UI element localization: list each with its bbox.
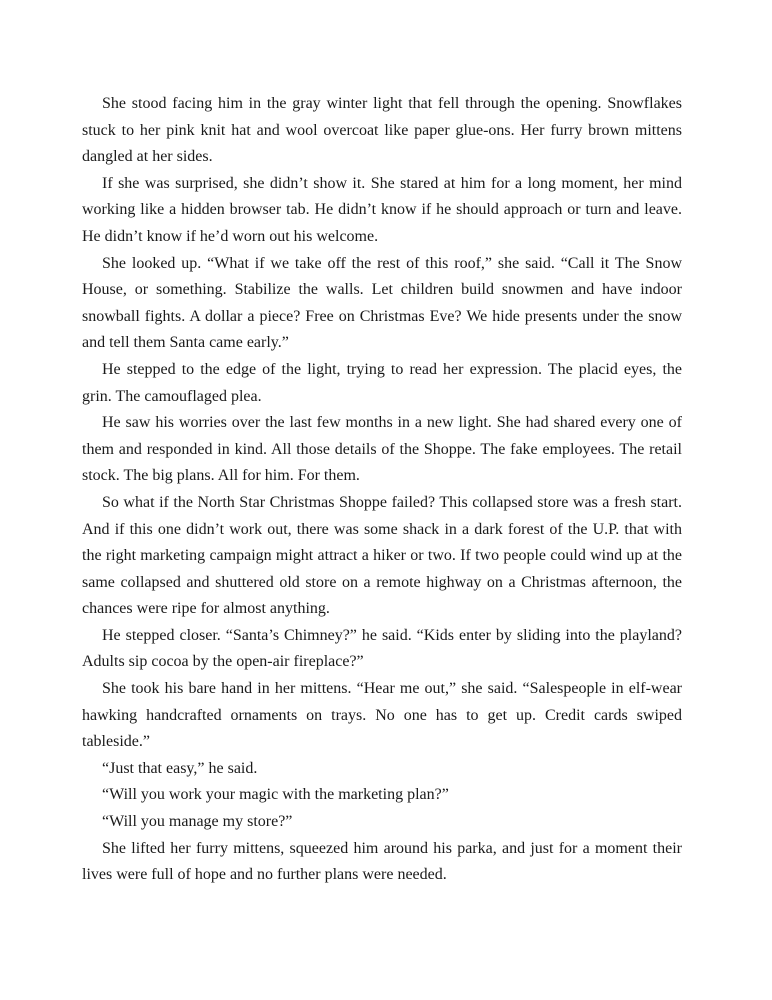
paragraph-7: He stepped closer. “Santa’s Chimney?” he said. “Kids enter by sliding into the playland? Adults sip cocoa by the open-air fireplace?” <box>82 626 682 671</box>
paragraph-5: He saw his worries over the last few months in a new light. She had shared every one of them and responded in kind. All those details of the Shoppe. The fake employees. The retail stock. The big plans. All for him. For them. <box>82 414 682 485</box>
paragraph-11: “Will you manage my store?” <box>102 813 293 831</box>
paragraph-10: “Will you work your magic with the marketing plan?” <box>102 786 449 804</box>
paragraph-4: He stepped to the edge of the light, trying to read her expression. The placid eyes, the grin. The camouflaged plea. <box>82 360 682 405</box>
paragraph-2: If she was surprised, she didn’t show it. She stared at him for a long moment, her mind working like a hidden browser tab. He didn’t know if he should approach or turn and leave. He didn’t know if he’d worn out his welcome. <box>82 174 682 245</box>
document-page <box>82 91 682 889</box>
paragraph-9: “Just that easy,” he said. <box>102 759 258 777</box>
paragraph-3: She looked up. “What if we take off the rest of this roof,” she said. “Call it The Snow House, or something. Stabilize the walls. Let children build snowmen and have indoor snowball fights. A dollar a piece? Free on Christmas Eve? We hide presents under the snow and tell them Santa came early.” <box>82 254 682 352</box>
paragraph-1: She stood facing him in the gray winter light that fell through the opening. Snowflakes stuck to her pink knit hat and wool overcoat like paper glue-ons. Her furry brown mittens dangled at her sides. <box>82 95 682 166</box>
paragraph-12: She lifted her furry mittens, squeezed him around his parka, and just for a moment their lives were full of hope and no further plans were needed. <box>82 839 682 884</box>
paragraph-8: She took his bare hand in her mittens. “Hear me out,” she said. “Salespeople in elf-wear hawking handcrafted ornaments on trays. No one has to get up. Credit cards swiped tableside.” <box>82 680 682 751</box>
paragraph-6: So what if the North Star Christmas Shoppe failed? This collapsed store was a fresh start. And if this one didn’t work out, there was some shack in a dark forest of the U.P. that with the right marketing campaign might attract a hiker or two. If two people could wind up at the same collapsed and shuttered old store on a remote highway on a Christmas afternoon, the chances were ripe for almost anything. <box>82 493 682 618</box>
